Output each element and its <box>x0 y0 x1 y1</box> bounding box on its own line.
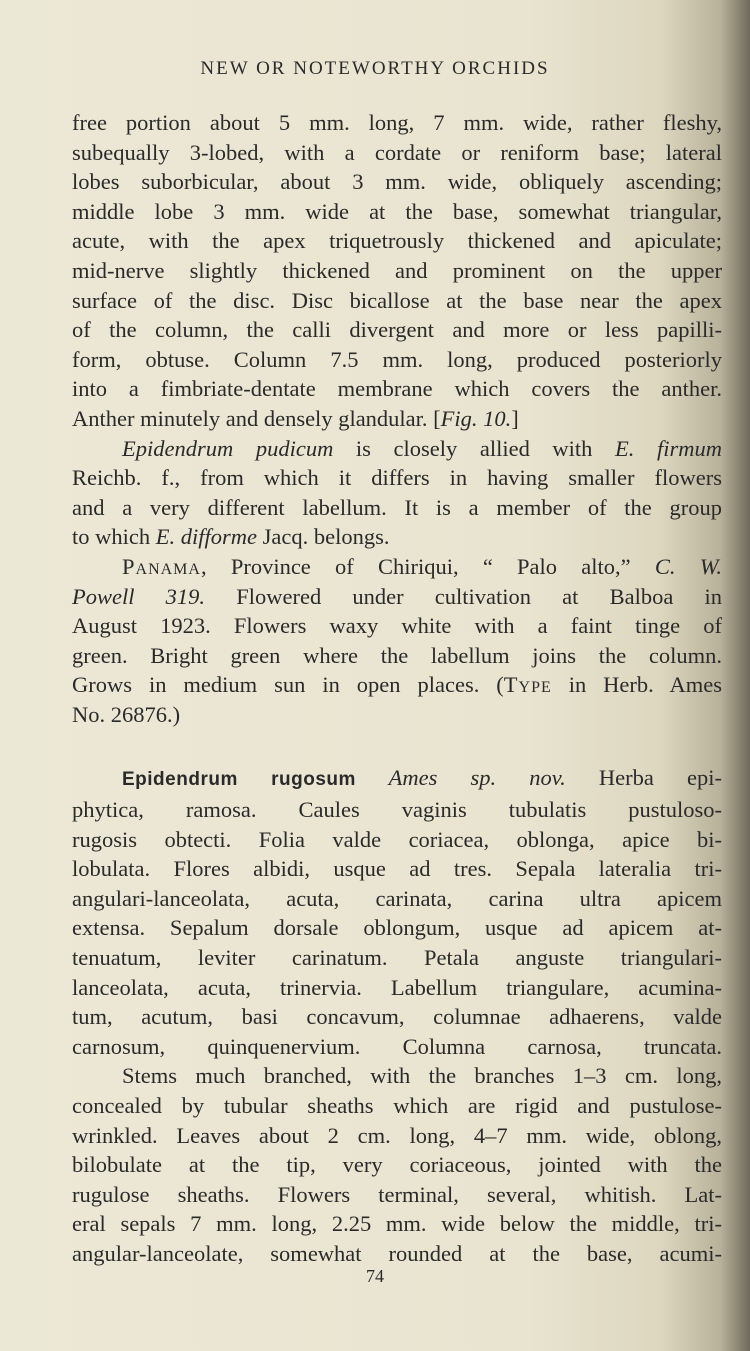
text-line: Stems much branched, with the branches 1–3 cm. long, <box>122 1063 722 1089</box>
text-line: rugulose sheaths. Flowers terminal, several, whitish. Lat- <box>72 1181 722 1207</box>
species-name: E. difforme <box>155 524 257 550</box>
text-line: into a fimbriate-dentate membrane which covers the anther. <box>72 376 722 402</box>
text-run: to which <box>72 524 156 550</box>
collector: Powell 319. <box>72 583 206 609</box>
text-line <box>72 434 722 464</box>
text-line: free portion about 5 mm. long, 7 mm. wide, rather fleshy, <box>72 110 722 135</box>
text-line <box>72 763 722 795</box>
text-line: subequally 3-lobed, with a cordate or reniform base; lateral <box>72 139 722 165</box>
text-line: Reichb. f., from which it differs in having smaller flowers <box>72 465 722 491</box>
text-line: lobes suborbicular, about 3 mm. wide, obliquely ascending; <box>72 169 722 195</box>
text-line: form, obtuse. Column 7.5 mm. long, produced posteriorly <box>72 346 722 372</box>
text-run: Jacq. belongs. <box>257 524 390 550</box>
text-line <box>72 522 722 552</box>
text-line: concealed by tubular sheaths which are rigid and pustulose- <box>72 1093 722 1118</box>
text-line: angular-lanceolate, somewhat rounded at the base, acumi- <box>72 1240 722 1266</box>
body-text <box>72 108 722 1269</box>
text-line <box>72 582 722 612</box>
text-line: No. 26876.) <box>72 701 181 727</box>
text-run: , Province of Chiriqui, “ Palo alto,” <box>200 553 655 579</box>
running-header: NEW OR NOTEWORTHY ORCHIDS <box>200 58 550 79</box>
text-run: Grows in medium sun in open places. ( <box>72 672 504 698</box>
text-line: carnosum, quinquenervium. Columna carnosa, truncata. <box>72 1033 722 1059</box>
species-name: Epidendrum pudicum <box>122 435 334 461</box>
text-line <box>72 552 722 582</box>
text-line <box>72 404 722 434</box>
text-line: green. Bright green where the labellum joins the column. <box>72 642 722 668</box>
text-run: Flowered under cultivation at Balboa in <box>205 583 722 609</box>
section-gap <box>72 729 722 763</box>
species-name: E. firmum <box>615 435 723 461</box>
species-heading: Epidendrum rugosum <box>122 769 356 791</box>
text-line: August 1923. Flowers waxy white with a faint tinge of <box>72 613 722 639</box>
text-line <box>72 670 722 700</box>
text-line: rugosis obtecti. Folia valde coriacea, oblonga, apice bi- <box>72 826 722 852</box>
text-line: eral sepals 7 mm. long, 2.25 mm. wide below the middle, tri- <box>72 1211 722 1237</box>
text-line: bilobulate at the tip, very coriaceous, jointed with the <box>72 1152 722 1178</box>
text-line: mid-nerve slightly thickened and prominent on the upper <box>72 257 722 283</box>
text-run: is closely allied with <box>333 435 616 461</box>
locality: Panama <box>122 553 201 579</box>
text-line: and a very different labellum. It is a member of the group <box>72 494 722 520</box>
figure-reference: Fig. 10. <box>440 405 512 431</box>
text-line: acute, with the apex triquetrously thickened and apiculate; <box>72 228 722 254</box>
text-line: extensa. Sepalum dorsale oblongum, usque ad apicem at- <box>72 915 722 941</box>
collector: C. W. <box>654 553 722 579</box>
text-run: in Herb. Ames <box>551 672 722 698</box>
text-line: lanceolata, acuta, trinervia. Labellum triangulare, acumina- <box>72 974 722 1000</box>
text-line: lobulata. Flores albidi, usque ad tres. Sepala lateralia tri- <box>72 856 722 882</box>
text-run: Anther minutely and densely glandular. [ <box>72 405 441 431</box>
text-run: ] <box>511 405 519 431</box>
type-label: Type <box>503 672 552 698</box>
page-number: 74 <box>366 1266 384 1286</box>
text-line: tum, acutum, basi concavum, columnae adhaerens, valde <box>72 1004 722 1030</box>
text-run: Herba epi- <box>565 765 722 791</box>
text-line: tenuatum, leviter carinatum. Petala anguste triangulari- <box>72 945 722 971</box>
text-line: wrinkled. Leaves about 2 cm. long, 4–7 mm. wide, oblong, <box>72 1122 722 1148</box>
text-line: angulari-lanceolata, acuta, carinata, carina ultra apicem <box>72 885 722 911</box>
text-line: phytica, ramosa. Caules vaginis tubulatis pustuloso- <box>72 797 722 823</box>
text-line: surface of the disc. Disc bicallose at the base near the apex <box>72 287 722 313</box>
text-line: middle lobe 3 mm. wide at the base, somewhat triangular, <box>72 198 722 224</box>
author-note: Ames sp. nov. <box>355 765 566 791</box>
text-line: of the column, the calli divergent and more or less papilli- <box>72 317 722 343</box>
